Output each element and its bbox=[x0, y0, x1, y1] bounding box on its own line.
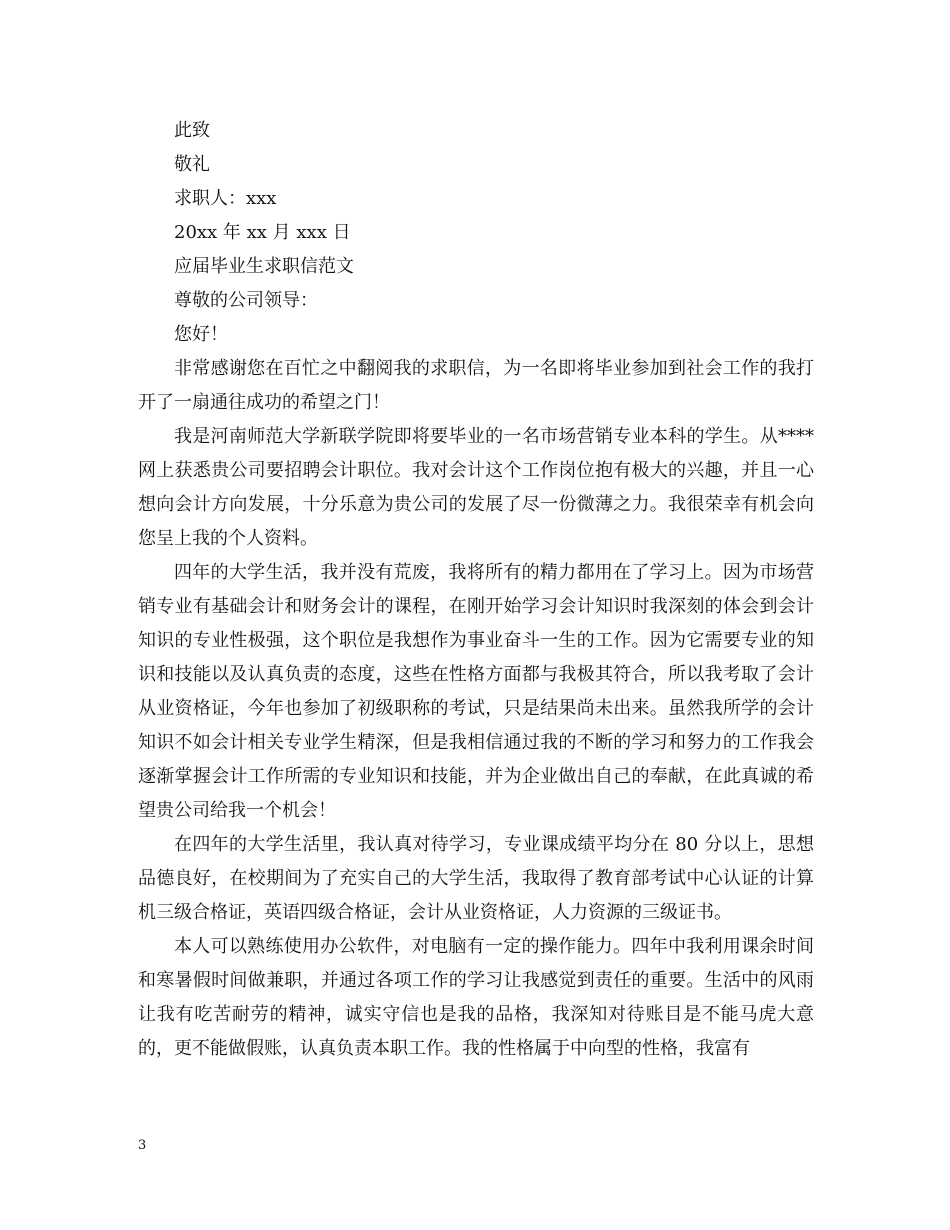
hello-line: 您好！ bbox=[174, 324, 228, 345]
letter-title: 应届毕业生求职信范文 bbox=[174, 256, 354, 277]
page-number: 3 bbox=[138, 1138, 147, 1153]
closing-line: 此致 bbox=[174, 120, 210, 141]
salute-line: 敬礼 bbox=[174, 154, 210, 175]
paragraph-achievements: 在四年的大学生活里，我认真对待学习，专业课成绩平均分在 80 分以上，思想品德良好，在校期间为了充实自己的大学生活，我取得了教育部考试中心认证的计算机三级合格证，英语四级合格证，会计从业资格证，人力资源的三级证书。 bbox=[138, 834, 814, 923]
date-line: 20xx 年 xx 月 xxx 日 bbox=[174, 222, 351, 243]
signature-line: 求职人：xxx bbox=[174, 188, 277, 209]
paragraph-university-study: 四年的大学生活，我并没有荒废，我将所有的精力都用在了学习上。因为市场营销专业有基础会计和财务会计的课程，在刚开始学习会计知识时我深刻的体会到会计知识的专业性极强，这个职位是我想作为事业奋斗一生的工作。因为它需要专业的知识和技能以及认真负责的态度，这些在性格方面都与我极其符合，所以我考取了会计从业资格证，今年也参加了初级职称的考试，只是结果尚未出来。虽然我所学的会计知识不如会计相关专业学生精深，但是我相信通过我的不断的学习和努力的工作我会逐渐掌握会计工作所需的专业知识和技能，并为企业做出自己的奉献，在此真诚的希望贵公司给我一个机会！ bbox=[138, 562, 814, 821]
paragraph-skills: 本人可以熟练使用办公软件，对电脑有一定的操作能力。四年中我利用课余时间和寒暑假时间做兼职，并通过各项工作的学习让我感觉到责任的重要。生活中的风雨让我有吃苦耐劳的精神，诚实守信也是我的品格，我深知对待账目是不能马虎大意的，更不能做假账，认真负责本职工作。我的性格属于中向型的性格，我富有 bbox=[138, 936, 814, 1059]
paragraph-introduction: 我是河南师范大学新联学院即将要毕业的一名市场营销专业本科的学生。从****网上获悉贵公司要招聘会计职位。我对会计这个工作岗位抱有极大的兴趣，并且一心想向会计方向发展，十分乐意为贵公司的发展了尽一份微薄之力。我很荣幸有机会向您呈上我的个人资料。 bbox=[138, 426, 814, 549]
letter-body bbox=[138, 114, 814, 1066]
greeting-line: 尊敬的公司领导： bbox=[174, 290, 318, 311]
paragraph-thanks: 非常感谢您在百忙之中翻阅我的求职信，为一名即将毕业参加到社会工作的我打开了一扇通往成功的希望之门！ bbox=[138, 358, 814, 413]
